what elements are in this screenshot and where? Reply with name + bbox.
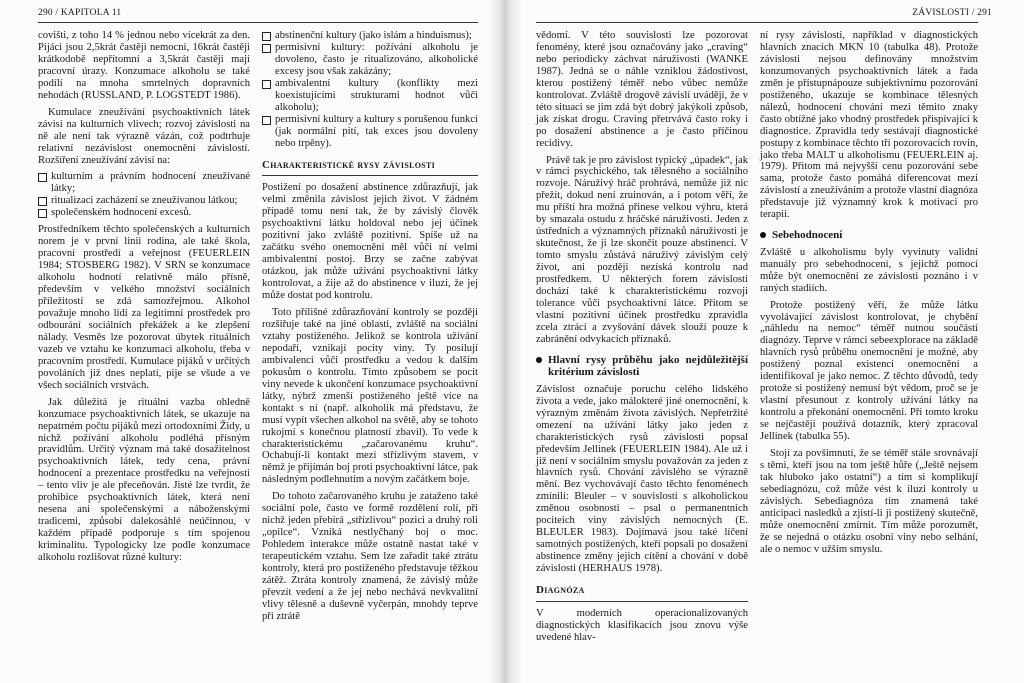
paragraph: V moderních operacionalizovaných diagnostických klasifikacích jsou znovu výše uvedené hlav- (536, 607, 748, 643)
header-rule-left (38, 22, 478, 23)
paragraph: Stojí za povšimnutí, že se téměř stále srovnávají s těmi, kteří jsou na tom ještě hůře („Ještě nejsem tak hluboko jako ostatní“) a tím si komplikují sebediagnózu, což může vést k iluzi kontroly u závislých. Sebediagnóza tím znamená také anticipaci nasledků a zjistí-li ji postižený skutečně, může onemocnění zmírnit. Tím může porozumět, že se nejedná o otázku osobní viny nebo selhání, ale o nemoc v užším smyslu. (760, 448, 978, 555)
list-item: ritualizaci zacházení se zneužívanou látkou; (38, 195, 250, 207)
checkbox-bullet-icon (262, 32, 271, 41)
column-3 (536, 30, 748, 649)
checkbox-bullet-icon (262, 116, 271, 125)
checkbox-bullet-icon (38, 197, 47, 206)
column-4 (760, 30, 978, 561)
paragraph: Kumulace zneužívání psychoaktivních látek závisí na kulturních vlivech; rozvoj závislosti na ně ale není tak výrazně vázán, což podtrhuje relativní nezávislost onemocnění závislostí. Rozšíření zneužívání závisí na: (38, 106, 250, 166)
list-item: permisivní kultury a kultury s porušenou funkcí (jak normální pití, tak exces jsou dovoleny nebo trpěny). (262, 114, 478, 150)
paragraph: Právě tak je pro závislost typický „úpadek“, jak v rámci psychického, tak tělesného a sociálního rozvoje. Náruživý hráč prohrává, nemůže již nic přežít, dokud není zruinován, a i potom věří, že mu příští hra možná přinese velkou výhru, která by smazala ostudu z hráčské náruživosti. Jeden z ústředních a významných příznaků náruživosti je skutečnost, že ji lze skončit pouze abstinencí. V tomto smyslu zůstává náruživý závislým celý život, ani později nezíská kontrolu nad prostředkem. U některých forem závislosti dochází také k charakteristickému rozvoji tolerance vůči psychoaktivní látce. Přitom se vlastní pozitivní účinek prostředku zpravidla zcela ztrácí a zvyšování dávek slouží pouze k zabránění odvykacích příznaků. (536, 154, 748, 345)
list-item: společenském hodnocení excesů. (38, 207, 250, 219)
paragraph: Protože postižený věří, že může látku vyvolávající závislost kontrolovat, je chybění „náhledu na nemoc“ téměř nutnou součástí diagnózy. Teprve v rámci sebeexplorace na základě hlavních rysů průběhu onemocnění je možné, aby postižený poznal existenci onemocnění a identifikoval je jako nemoc. Z těchto důvodů, tedy protože si postižený nemusí být vědom, proč se je vlastní přesunout z kontroly užívání látky na kontrolu a překonání onemocnění. Při tomto kroku se nejčastěji používá dotazník, který zpracoval Jellinek (tabulka 55). (760, 299, 978, 443)
heading-rule (262, 175, 478, 176)
checkbox-bullet-icon (262, 80, 271, 89)
subsection-heading: Sebehodnocení (760, 229, 978, 242)
header-rule-right (536, 22, 978, 23)
book-gutter (488, 0, 522, 683)
running-header-right: ZÁVISLOSTI / 291 (912, 8, 992, 18)
subsection-heading: Hlavní rysy průběhu jako nejdůležitější kritérium závislosti (536, 354, 748, 379)
list-item: abstinenční kultury (jako islám a hinduismus); (262, 30, 478, 42)
heading-rule (536, 601, 748, 602)
paragraph: Závislost označuje poruchu celého lidského života a vede, jako málokteré jiné onemocnění, k výrazným změnám života závislých. Nepřetržité omezení na užívání látky jako jeden z charakteristických rysů závislosti popsal především Jellinek (FEUERLEIN 1984). Ale už i již není v sociálním smyslu považován za jeden z hlavních rysů. Chování závislého se výrazně mění. Bez vychovávají často těchto fenoménech zmínili: Bleuler – v souvislosti s alkoholickou změnou osobnosti – psal o permanentních pociteich viny závislých nemocných (E. BLEULER 1983). Dojímavá jsou také líčení samotných postižených, kteří popsali po dosažení abstinence změny jejich cítění a chování v době závislosti (HERHAUS 1978). (536, 383, 748, 575)
paragraph: Toto přílišné zdůrazňování kontroly se později rozšiřuje také na jiné oblasti, zvláště na sociální vztahy postiženého. Jelikož se kontrola užívání nepodaří, vznikají pocity viny. Ty posilují ambivalenci vůči prostředku a vedou k dalším pokusům o kontrolu. Tímto způsobem se pocit viny nevede k ukončení konzumace psychoaktivní látky, nýbrž zmenší postiženého ještě více na kontakt s ní (např. alkoholik má představu, že musí vypít všechen alkohol na světě, aby se tohoto rukojmí s konečnou platností zbavil). To vede k charakteristickému „začarovanému kruhu“. Ochabují-li kontakt mezi střízlivým stavem, v němž je přijímán boj proti psychoaktivní látce, pak následným podlehnutím a novým začátkem boje. (262, 307, 478, 486)
paragraph: covišti, z toho 14 % jednou nebo vícekrát za den. Pijáci jsou 2,5krát častěji nemocní, 16krát častěji krátkodobě nepřítomní a 3,5krát častěji mají pracovní úrazy. Konzumace alkoholu se také podílí na mnoha smrtelných dopravních nehodách (RUSSLAND, P. LOGSTEDT 1986). (38, 30, 250, 101)
bullet-list (262, 30, 478, 150)
section-heading: Diagnóza (536, 584, 585, 597)
bullet-dot-icon (760, 232, 766, 238)
paragraph: ní rysy závislosti, například v diagnostických hlavních znacích MKN 10 (tabulka 48). Protože závislosti nejsou definovány množstvím konzumovaných psychoaktivních látek a řada změn je přístupnápouze subjektivnímu pozorování postiženého, ukazuje se kombinace tělesných nálezů, hodnocení chování mezi těmito znaky často obtížné jako vhodný prostředek přispívající k diagnostice. Zpravidla tedy sestávají diagnostické postupy z kombinace těchto tří pozorovacích rovin, jako třeba MALT u alkoholismu (FEUERLEIN aj. 1979). Přitom má nejvyšší cenu pozorování sebe sama, protože často pomáhá diferencovat mezi závislostí a zneužíváním a protože vlastní diagnóza představuje již významný krok k motivaci pro terapii. (760, 30, 978, 221)
running-header-left: 290 / KAPITOLA 11 (38, 8, 122, 18)
paragraph: Jak důležitá je rituální vazba ohledně konzumace psychoaktivních látek, se ukazuje na nepatrném počtu pijáků mezi ortodoxními Židy, u nichž požívání alkoholu podléhá přísným pravidlům. Určitý význam má také dosažitelnost psychoaktivních látek, tedy cena, právní hodnocení a prezentace prostředku na veřejnosti – tento vliv je ale přeceňován. Jisté lze tvrdit, že prohibice psychoaktivních látek, která není nesena ani společenskými a náboženskými tradicemi, způsobí dalekosáhlé neúčinnou, v každém případě podporuje s tím spojenou kriminalitu. Typologicky lze podle konzumace alkoholu rozlišovat různé kultury: (38, 396, 250, 564)
section-heading: Charakteristické rysy závislosti (262, 158, 436, 171)
paragraph: Postižení po dosažení abstinence zdůrazňují, jak velmi změnila závislost jejich život. V žádném případě tomu není tak, že by závislý člověk psychoaktivní látku holdoval nebo jej účinek pozitivní jako zvláště pozitivní. Spíše už na začátku svého onemocnění měl vůči ní velmi ambivalentní postoj. Brzy se začne zabývat otázkou, jak může užívání psychoaktivní látky kontrolovat, a žije až do abstinence v iluzi, že jej může dostat pod kontrolu. (262, 182, 478, 302)
paragraph: Do tohoto začarovaného kruhu je zataženo také sociální pole, často ve formě rozdělení rolí, při nichž jeden přebírá „střízlivou“ pozici a druhý roli „opilce“. Vzniká nestlyčhaný boj o moc. Pohledem interakce může ostatně nastat také v terapeutickém vztahu. Sem lze zařadit také ztrátu kontroly, která pro postiženého představuje těžkou zátěž. Ztráta kontroly znamená, že závislý může převzít vedení a že jej nebo nechává nevkvalitní vlivy tělesně a duševně vyčerpán, mnohdy teprve při ztrátě (262, 491, 478, 622)
paragraph: Zvláště u alkoholismu byly vyvinuty validní manuály pro sebehodnocení, s jejichž pomocí může být onemocnění ze závislosti poznáno i v raných stadiích. (760, 246, 978, 294)
list-item: ambivalentní kultury (konflikty mezi koexistujícími strukturami hodnot vůči alkoholu); (262, 78, 478, 114)
list-item: permisivní kultury: požívání alkoholu je dovoleno, často je ritualizováno, alkoholické excesy jsou však zakázány; (262, 42, 478, 78)
checkbox-bullet-icon (262, 44, 271, 53)
column-2 (262, 30, 478, 628)
bullet-dot-icon (536, 357, 542, 363)
column-1 (38, 30, 250, 569)
paragraph: Prostředníkem těchto společenských a kulturních norem je v první linii rodina, ale také škola, pracovní prostředí a veřejnost (FEUERLEIN 1984; STOSBERG 1982). V SRN se konzumace alkoholu hodnotí relativně málo přísně, především v velkého množství sociálních příležitostí se zdá samozřejmou. Alkohol považuje mnoho lidí za legitimní prostředek pro odbourání sociálních překážek a ke zlepšení nálady. Vesměs lze pozorovat úbytek rituálních vazeb ve vztahu ke konzumaci alkoholu, třeba v pracovním prostředí. Kumulace pijáků v určitých povoláních již dnes neplatí, pije se všude a ve všech sociálních vrstvách. (38, 224, 250, 391)
bullet-list (38, 171, 250, 219)
paragraph: vědomí. V této souvislosti lze pozorovat fenomény, které jsou označovány jako „craving“ nebo periodicky záchvat náruživosti (WANKE 1987). Jedná se o náhle vzniklou žádostivost, kterou postižený téměř nebo vůbec nemůže kontrolovat. Zvláště drogově závislí uvádějí, že v této situaci se jim zdá být dobrý jakýkoli způsob, jak získat drogu. Craving přetrvává často roky i po dosažení abstinence a je často příčinou recidivy. (536, 30, 748, 149)
checkbox-bullet-icon (38, 173, 47, 182)
list-item: kulturním a právním hodnocení zneužívané látky; (38, 171, 250, 195)
checkbox-bullet-icon (38, 209, 47, 218)
